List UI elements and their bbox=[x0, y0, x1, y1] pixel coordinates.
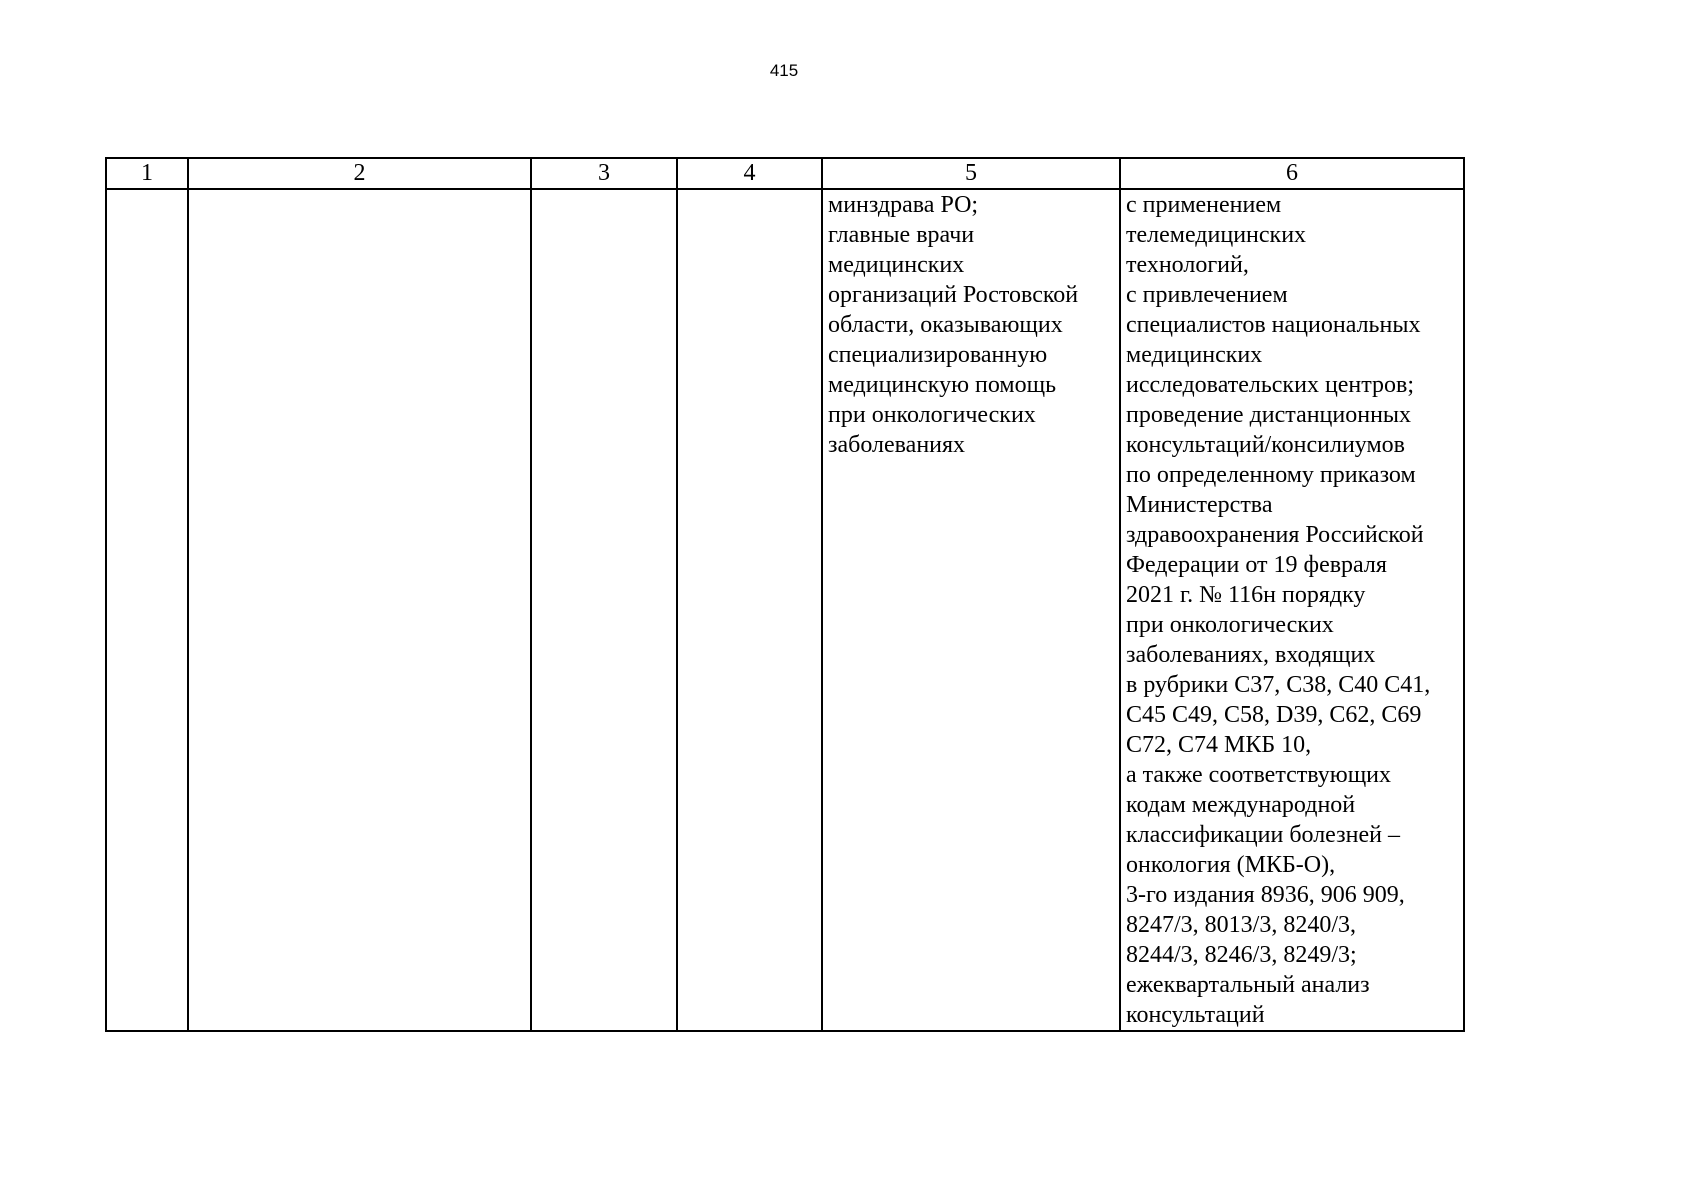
text-line: технологий, bbox=[1126, 252, 1249, 278]
table-row bbox=[106, 189, 1464, 1031]
text-line: специализированную bbox=[828, 342, 1048, 368]
text-line: 8244/3, 8246/3, 8249/3; bbox=[1126, 942, 1357, 968]
text-line: организаций Ростовской bbox=[828, 282, 1079, 308]
text-line: с привлечением bbox=[1126, 282, 1288, 308]
text-line: при онкологических bbox=[1126, 612, 1334, 638]
result-description-text bbox=[1121, 190, 1463, 1030]
text-line: специалистов национальных bbox=[1126, 312, 1421, 338]
column-header-1: 1 bbox=[106, 158, 188, 189]
column-header-4: 4 bbox=[677, 158, 822, 189]
text-line: в рубрики С37, С38, С40 С41, bbox=[1126, 672, 1431, 698]
text-line: Федерации от 19 февраля bbox=[1126, 552, 1387, 578]
text-line: медицинских bbox=[1126, 342, 1263, 368]
text-line: здравоохранения Российской bbox=[1126, 522, 1424, 548]
text-line: классификации болезней – bbox=[1126, 822, 1400, 848]
text-line: минздрава РО; bbox=[828, 192, 979, 218]
page-number: 415 bbox=[769, 61, 799, 80]
text-line: ежеквартальный анализ bbox=[1126, 972, 1370, 998]
cell-col-2 bbox=[188, 189, 531, 1031]
text-line: онкология (МКБ-О), bbox=[1126, 852, 1336, 878]
text-line: 8247/3, 8013/3, 8240/3, bbox=[1126, 912, 1357, 938]
text-line: исследовательских центров; bbox=[1126, 372, 1415, 398]
cell-col-1 bbox=[106, 189, 188, 1031]
text-line: при онкологических bbox=[828, 402, 1036, 428]
column-header-6: 6 bbox=[1120, 158, 1464, 189]
cell-col-3 bbox=[531, 189, 677, 1031]
column-header-2: 2 bbox=[188, 158, 531, 189]
text-line: С72, С74 МКБ 10, bbox=[1126, 732, 1312, 758]
text-line: проведение дистанционных bbox=[1126, 402, 1412, 428]
cell-col-6 bbox=[1120, 189, 1464, 1031]
text-line: а также соответствующих bbox=[1126, 762, 1392, 788]
table-header-row bbox=[106, 158, 1464, 189]
text-line: С45 С49, С58, D39, С62, С69 bbox=[1126, 702, 1422, 728]
text-line: с применением bbox=[1126, 192, 1282, 218]
text-line: заболеваниях, входящих bbox=[1126, 642, 1376, 668]
text-line: кодам международной bbox=[1126, 792, 1356, 818]
cell-col-5 bbox=[822, 189, 1120, 1031]
text-line: области, оказывающих bbox=[828, 312, 1063, 338]
column-header-5: 5 bbox=[822, 158, 1120, 189]
text-line: главные врачи bbox=[828, 222, 975, 248]
cell-col-4 bbox=[677, 189, 822, 1031]
text-line: медицинскую помощь bbox=[828, 372, 1057, 398]
text-line: консультаций/консилиумов bbox=[1126, 432, 1406, 458]
text-line: 2021 г. № 116н порядку bbox=[1126, 582, 1366, 608]
column-header-3: 3 bbox=[531, 158, 677, 189]
responsible-persons-text bbox=[823, 190, 1119, 460]
text-line: медицинских bbox=[828, 252, 965, 278]
text-line: заболеваниях bbox=[828, 432, 966, 458]
text-line: телемедицинских bbox=[1126, 222, 1307, 248]
text-line: 3-го издания 8936, 906 909, bbox=[1126, 882, 1405, 908]
text-line: Министерства bbox=[1126, 492, 1273, 518]
document-table bbox=[105, 157, 1465, 1032]
text-line: консультаций bbox=[1126, 1002, 1265, 1028]
text-line: по определенному приказом bbox=[1126, 462, 1416, 488]
